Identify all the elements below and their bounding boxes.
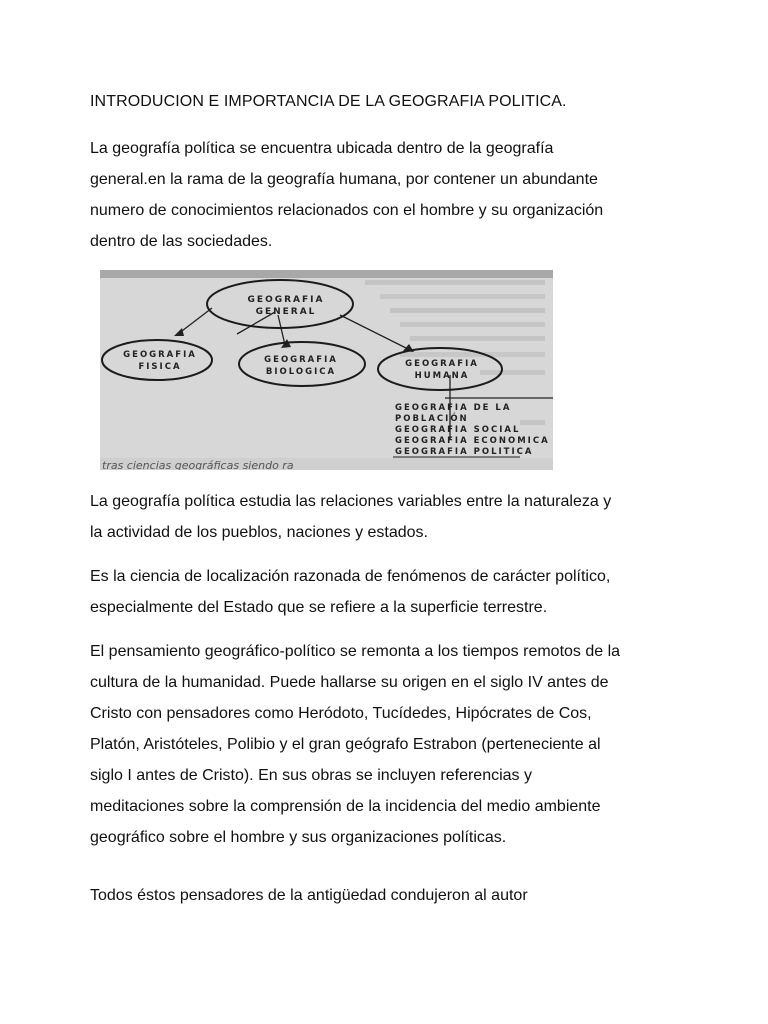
paragraph-definition (90, 486, 690, 548)
text-line: general.en la rama de la geografía humana, por contener un abundante (90, 171, 598, 188)
node-fisica-line1: GEOGRAFIA (123, 350, 197, 360)
branch-poblacion-line2: POBLACIÓN (395, 414, 469, 424)
text-line: dentro de las sociedades. (90, 233, 273, 250)
paragraph-science (90, 561, 690, 623)
node-general-line1: GEOGRAFIA (247, 295, 325, 305)
text-line: la actividad de los pueblos, naciones y estados. (90, 524, 428, 541)
text-line: cultura de la humanidad. Puede hallarse su origen en el siglo IV antes de (90, 674, 609, 691)
text-line: especialmente del Estado que se refiere a la superficie terrestre. (90, 599, 548, 616)
text-line: Todos éstos pensadores de la antigüedad condujeron al autor (90, 887, 528, 904)
paragraph-history (90, 636, 690, 853)
node-humana-line2: HUMANA (414, 371, 470, 381)
text-line: La geografía política estudia las relaciones variables entre la naturaleza y (90, 493, 612, 510)
node-general-line2: GENERAL (255, 307, 317, 317)
branch-poblacion-line1: GEOGRAFIA DE LA (395, 403, 512, 413)
text-line: meditaciones sobre la comprensión de la incidencia del medio ambiente (90, 798, 601, 815)
text-line: Cristo con pensadores como Heródoto, Tucídedes, Hipócrates de Cos, (90, 705, 592, 722)
branch-politica: GEOGRAFIA POLITICA (395, 447, 534, 457)
geography-diagram-image (100, 270, 553, 470)
text-line: Es la ciencia de localización razonada de fenómenos de carácter político, (90, 568, 611, 585)
geography-diagram (100, 270, 553, 470)
paragraph-closing (90, 880, 690, 911)
paragraph-intro (90, 133, 690, 257)
text-line: Platón, Aristóteles, Polibio y el gran geógrafo Estrabon (perteneciente al (90, 736, 601, 753)
node-biologica-line1: GEOGRAFIA (264, 355, 338, 365)
text-line: El pensamiento geográfico-político se remonta a los tiempos remotos de la (90, 643, 621, 660)
branch-economica: GEOGRAFIA ECONOMICA (395, 436, 550, 446)
text-line: geográfico sobre el hombre y sus organizaciones políticas. (90, 829, 507, 846)
branch-social: GEOGRAFIA SOCIAL (395, 425, 521, 435)
node-biologica-line2: BIOLOGICA (265, 367, 337, 377)
document-title: INTRODUCION E IMPORTANCIA DE LA GEOGRAFIA POLITICA. (90, 93, 567, 110)
node-humana-line1: GEOGRAFIA (405, 359, 479, 369)
text-line: La geografía política se encuentra ubicada dentro de la geografía (90, 140, 554, 157)
text-line: numero de conocimientos relacionados con el hombre y su organización (90, 202, 604, 219)
text-line: siglo I antes de Cristo). En sus obras se incluyen referencias y (90, 767, 532, 784)
node-fisica-line2: FISICA (138, 362, 182, 372)
cropped-caption: tras ciencias geográficas siendo ra (102, 459, 294, 470)
